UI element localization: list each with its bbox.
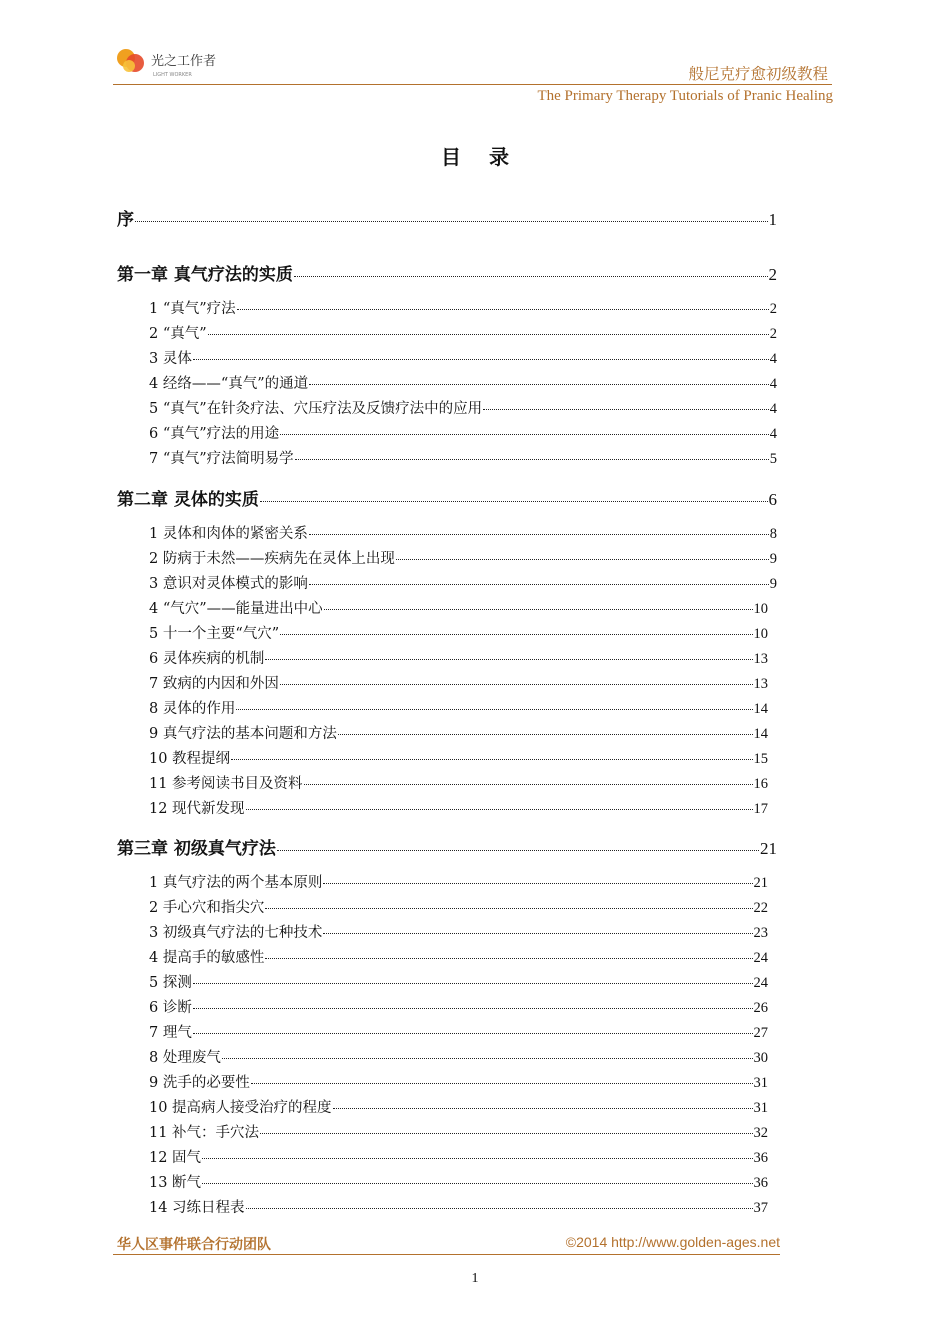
toc-leader-dots [323,933,752,934]
toc-entry-label: 6 “真气”疗法的用途 [149,426,280,442]
toc-leader-dots [251,1083,753,1084]
toc-section-entry[interactable] [149,797,768,818]
toc-entry-label: 4 “气穴”——能量进出中心 [149,601,323,617]
footer-copyright: ©2014 http://www.golden-ages.net [565,1234,780,1250]
toc-entry-page: 2 [769,326,777,342]
toc-entry-page: 32 [753,1125,768,1141]
toc-section-entry[interactable] [149,971,768,992]
toc-leader-dots [193,359,769,360]
toc-entry-page: 21 [753,875,768,891]
toc-entry-page: 5 [769,451,777,467]
toc-entry-page: 27 [753,1025,768,1041]
logo-text: 光之工作者 [151,54,217,69]
toc-section-entry[interactable] [149,1071,768,1092]
toc-entry-page: 23 [753,925,768,941]
toc-section-entry[interactable] [149,547,777,568]
toc-entry-label: 第三章 初级真气疗法 [117,839,276,859]
toc-section-entry[interactable] [149,347,777,368]
toc-entry-label: 7 “真气”疗法简明易学 [149,451,294,467]
toc-entry-label: 4 提高手的敏感性 [149,950,265,966]
toc-section-entry[interactable] [149,647,768,668]
toc-entry-page: 13 [753,676,768,692]
toc-entry-page: 1 [768,210,777,229]
toc-entry-page: 13 [753,651,768,667]
page-number: 1 [471,1271,479,1286]
toc-entry-label: 第一章 真气疗法的实质 [117,265,293,285]
toc-section-entry[interactable] [149,1171,768,1192]
toc-entry-page: 36 [753,1175,768,1191]
toc-chapter-entry[interactable] [117,834,777,859]
toc-section-entry[interactable] [149,1196,768,1217]
page-title: 目录 [441,145,537,169]
toc-entry-page: 4 [769,426,777,442]
toc-entry-page: 22 [753,900,768,916]
toc-entry-page: 14 [753,726,768,742]
toc-section-entry[interactable] [149,672,768,693]
toc-leader-dots [260,501,768,502]
toc-entry-label: 13 断气 [149,1175,202,1191]
toc-entry-page: 14 [753,701,768,717]
toc-entry-label: 8 处理废气 [149,1050,221,1066]
toc-section-entry[interactable] [149,772,768,793]
toc-entry-label: 7 致病的内因和外因 [149,676,279,692]
toc-entry-page: 31 [753,1100,768,1116]
toc-leader-dots [309,534,769,535]
toc-entry-label: 2 防病于未然——疾病先在灵体上出现 [149,551,395,567]
toc-section-entry[interactable] [149,921,768,942]
toc-chapter-entry[interactable] [117,260,777,285]
toc-leader-dots [208,334,769,335]
toc-section-entry[interactable] [149,597,768,618]
toc-entry-page: 37 [753,1200,768,1216]
toc-entry-label: 10 提高病人接受治疗的程度 [149,1100,332,1116]
toc-leader-dots [396,559,769,560]
toc-entry-page: 9 [769,576,777,592]
toc-entry-label: 3 初级真气疗法的七种技术 [149,925,323,941]
toc-entry-label: 6 诊断 [149,1000,192,1016]
toc-leader-dots [280,684,753,685]
toc-entry-page: 26 [753,1000,768,1016]
toc-leader-dots [338,734,753,735]
header-title-cn: 般尼克疗愈初级教程 [688,65,828,83]
toc-entry-label: 3 意识对灵体模式的影响 [149,576,308,592]
toc-entry-label: 1 灵体和肉体的紧密关系 [149,526,308,542]
toc-leader-dots [193,1033,753,1034]
header-title-en: The Primary Therapy Tutorials of Pranic Healing [537,88,833,104]
toc-section-entry[interactable] [149,322,777,343]
toc-leader-dots [294,276,768,277]
toc-entry-page: 8 [769,526,777,542]
toc-entry-label: 9 真气疗法的基本问题和方法 [149,726,337,742]
toc-leader-dots [309,384,769,385]
toc-entry-label: 5 探测 [149,975,192,991]
toc-leader-dots [260,1133,752,1134]
toc-entry-page: 10 [753,601,768,617]
toc-leader-dots [246,1208,753,1209]
toc-leader-dots [295,459,769,460]
toc-chapter-entry[interactable] [117,205,777,230]
toc-entry-page: 4 [769,401,777,417]
toc-section-entry[interactable] [149,996,768,1017]
toc-leader-dots [237,309,769,310]
footer-organization: 华人区事件联合行动团队 [117,1237,271,1253]
toc-section-entry[interactable] [149,946,768,967]
toc-entry-label: 4 经络——“真气”的通道 [149,376,309,392]
toc-section-entry[interactable] [149,896,768,917]
toc-section-entry[interactable] [149,372,777,393]
toc-section-entry[interactable] [149,722,768,743]
toc-leader-dots [309,584,769,585]
toc-leader-dots [333,1108,753,1109]
toc-leader-dots [231,759,752,760]
toc-entry-label: 11 补气：手穴法 [149,1125,260,1141]
toc-entry-label: 3 灵体 [149,351,192,367]
toc-entry-page: 30 [753,1050,768,1066]
toc-entry-label: 序 [117,210,134,230]
toc-entry-label: 11 参考阅读书目及资料 [149,776,303,792]
toc-section-entry[interactable] [149,397,777,418]
toc-entry-label: 1 真气疗法的两个基本原则 [149,875,323,891]
toc-entry-label: 14 习练日程表 [149,1200,245,1216]
toc-leader-dots [324,609,753,610]
toc-entry-label: 5 十一个主要“气穴” [149,626,280,642]
toc-entry-page: 21 [760,839,777,858]
toc-entry-label: 2 手心穴和指尖穴 [149,900,265,916]
toc-entry-page: 2 [769,301,777,317]
toc-entry-page: 4 [769,376,777,392]
toc-entry-page: 4 [769,351,777,367]
toc-entry-label: 10 教程提纲 [149,751,231,767]
logo-mark-icon [117,49,144,72]
toc-entry-label: 9 洗手的必要性 [149,1075,250,1091]
toc-entry-page: 2 [768,265,777,284]
toc-leader-dots [265,908,752,909]
toc-entry-label: 12 现代新发现 [149,801,245,817]
toc-chapter-entry[interactable] [117,485,777,510]
toc-leader-dots [236,709,752,710]
toc-leader-dots [304,784,753,785]
toc-leader-dots [265,659,752,660]
toc-section-entry[interactable] [149,1021,768,1042]
toc-entry-page: 36 [753,1150,768,1166]
toc-leader-dots [135,221,768,222]
toc-leader-dots [483,409,769,410]
toc-entry-page: 24 [753,950,768,966]
toc-entry-page: 10 [753,626,768,642]
toc-entry-label: 7 理气 [149,1025,192,1041]
toc-section-entry[interactable] [149,447,777,468]
toc-section-entry[interactable] [149,572,777,593]
toc-section-entry[interactable] [149,422,777,443]
toc-entry-page: 31 [753,1075,768,1091]
footer-rule [113,1254,780,1255]
toc-entry-label: 6 灵体疾病的机制 [149,651,265,667]
toc-section-entry[interactable] [149,871,768,892]
toc-leader-dots [193,1008,753,1009]
toc-leader-dots [277,850,759,851]
toc-entry-page: 17 [753,801,768,817]
toc-section-entry[interactable] [149,747,768,768]
toc-leader-dots [323,883,752,884]
toc-section-entry[interactable] [149,1096,768,1117]
toc-entry-page: 16 [753,776,768,792]
toc-leader-dots [246,809,753,810]
toc-entry-page: 9 [769,551,777,567]
toc-entry-label: 第二章 灵体的实质 [117,490,259,510]
toc-entry-label: 1 “真气”疗法 [149,301,236,317]
toc-section-entry[interactable] [149,522,777,543]
toc-leader-dots [265,958,752,959]
toc-leader-dots [280,434,769,435]
toc-section-entry[interactable] [149,697,768,718]
toc-leader-dots [202,1158,752,1159]
toc-entry-page: 6 [768,490,777,509]
logo [113,44,223,80]
toc-leader-dots [222,1058,753,1059]
toc-leader-dots [202,1183,752,1184]
toc-entry-page: 15 [753,751,768,767]
header-rule [113,84,832,85]
toc-entry-label: 8 灵体的作用 [149,701,236,717]
toc-leader-dots [280,634,752,635]
toc-section-entry[interactable] [149,297,777,318]
toc-entry-label: 12 固气 [149,1150,202,1166]
logo-subtext: LIGHT WORKER [153,72,192,78]
toc-entry-label: 5 “真气”在针灸疗法、穴压疗法及反馈疗法中的应用 [149,401,483,417]
toc-entry-label: 2 “真气” [149,326,207,342]
toc-leader-dots [193,983,753,984]
toc-section-entry[interactable] [149,1121,768,1142]
toc-section-entry[interactable] [149,622,768,643]
toc-section-entry[interactable] [149,1046,768,1067]
toc-section-entry[interactable] [149,1146,768,1167]
toc-entry-page: 24 [753,975,768,991]
